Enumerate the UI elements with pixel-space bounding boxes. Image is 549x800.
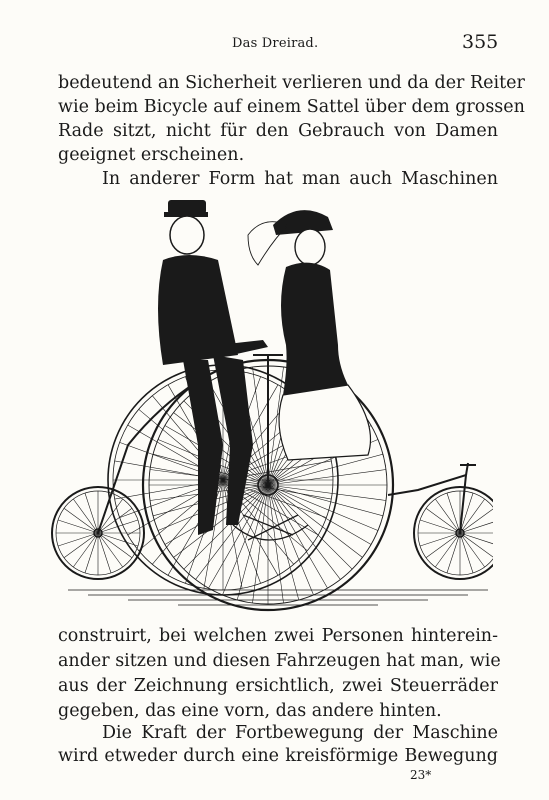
wheel-spoke bbox=[426, 533, 460, 558]
woman-figure bbox=[248, 210, 371, 460]
text-line: wie beim Bicycle auf einem Sattel über dem grossen bbox=[58, 97, 525, 117]
text-line: geeignet erscheinen. bbox=[58, 145, 245, 165]
page-number: 355 bbox=[462, 31, 499, 53]
wheel-spoke bbox=[268, 485, 352, 569]
wheel-spoke bbox=[98, 533, 138, 546]
wheel-spoke bbox=[98, 533, 132, 558]
wheel-spoke bbox=[73, 499, 98, 533]
text-line: aus der Zeichnung ersichtlich, zwei Steuerräder bbox=[58, 676, 498, 696]
wheel-spoke bbox=[460, 533, 473, 573]
wheel-spoke bbox=[460, 533, 485, 567]
wheel-spoke bbox=[268, 470, 386, 486]
text-line: wird etweder durch eine kreisförmige Bewegung bbox=[58, 746, 498, 766]
wheel-spoke bbox=[268, 485, 383, 516]
wheel-spoke bbox=[426, 508, 460, 533]
text-line: bedeutend an Sicherheit verlieren und da der Reiter bbox=[58, 73, 525, 93]
wheel-spoke bbox=[268, 454, 383, 485]
wheel-spoke bbox=[85, 493, 98, 533]
wheel-spoke bbox=[435, 533, 460, 567]
wheel-spoke bbox=[420, 533, 460, 546]
wheel-spoke bbox=[435, 499, 460, 533]
text-line: construirt, bei welchen zwei Personen hinterein- bbox=[58, 626, 498, 646]
wheel-spoke bbox=[447, 493, 460, 533]
tandem-tricycle-illustration bbox=[48, 195, 493, 615]
ground-shading bbox=[68, 590, 488, 605]
wheel-spoke bbox=[64, 508, 98, 533]
text-line: gegeben, das eine vorn, das andere hinten. bbox=[58, 701, 442, 721]
running-head: Das Dreirad. bbox=[232, 36, 319, 51]
text-line: Die Kraft der Fortbewegung der Maschine bbox=[102, 723, 498, 743]
text-line: Rade sitzt, nicht für den Gebrauch von Damen bbox=[58, 121, 498, 141]
wheel-spoke bbox=[64, 533, 98, 558]
text-line: ander sitzen und diesen Fahrzeugen hat man, wie bbox=[58, 651, 501, 671]
wheel-spoke bbox=[85, 533, 98, 573]
wheel-spoke bbox=[268, 485, 328, 588]
text-line: In anderer Form hat man auch Maschinen bbox=[102, 169, 498, 189]
wheel-spoke bbox=[58, 520, 98, 533]
wheel-spoke bbox=[420, 520, 460, 533]
wheel-spoke bbox=[73, 533, 98, 567]
wheel-spoke bbox=[98, 533, 111, 573]
wheel-spoke bbox=[460, 508, 493, 533]
wheel-spoke bbox=[447, 533, 460, 573]
wheel-spoke bbox=[268, 485, 378, 531]
signature-mark: 23* bbox=[410, 768, 432, 782]
wheel-spoke bbox=[460, 533, 493, 558]
wheel-spoke bbox=[98, 520, 138, 533]
wheel-spoke bbox=[58, 533, 98, 546]
wheel-spoke bbox=[98, 533, 123, 567]
wheel-spoke bbox=[253, 367, 269, 485]
